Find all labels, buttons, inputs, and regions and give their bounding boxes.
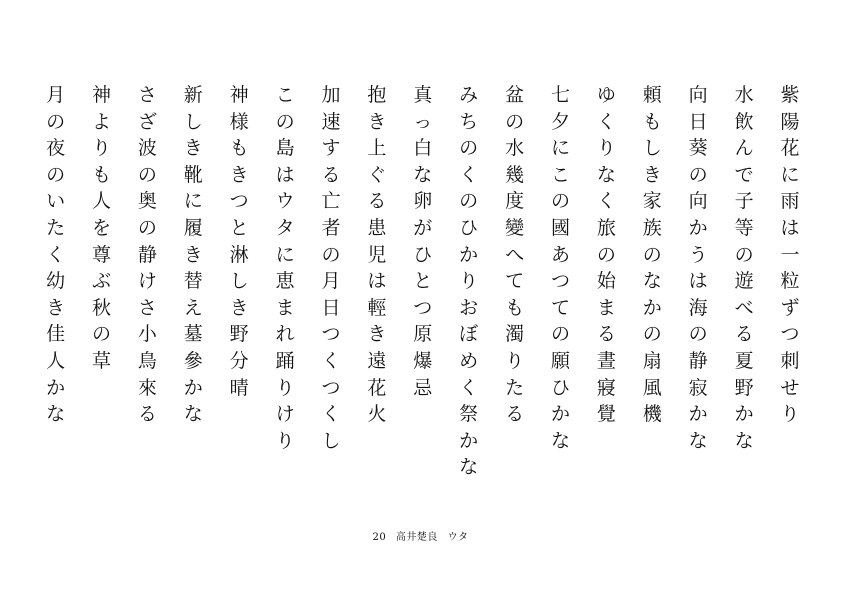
poem-character: る — [321, 163, 341, 186]
poem-character: 陽 — [780, 110, 800, 133]
poem-character: な — [734, 429, 754, 452]
poem-character: く — [596, 190, 616, 213]
poem-character: 履 — [183, 216, 203, 239]
poem-character: ひ — [459, 216, 479, 239]
poem-character: し — [229, 270, 249, 293]
poem-line — [776, 82, 804, 428]
poem-character: 等 — [734, 216, 754, 239]
poem-character: を — [91, 216, 111, 239]
poem-character: て — [550, 296, 570, 319]
poem-character: り — [459, 270, 479, 293]
poem-character: し — [183, 110, 203, 133]
poem-character: か — [459, 429, 479, 452]
poem-character: の — [46, 163, 66, 186]
poem-character: さ — [137, 84, 157, 106]
poem-character: 靴 — [183, 163, 203, 186]
poem-character: み — [459, 84, 479, 106]
poem-character: か — [46, 376, 66, 399]
poem-character: 子 — [734, 190, 754, 213]
poem-character: べ — [734, 296, 754, 319]
poem-character: き — [46, 296, 66, 319]
poem-character: す — [321, 137, 341, 160]
poem-character: 患 — [367, 216, 387, 239]
poem-character: 恵 — [275, 270, 295, 293]
poem-character: 淋 — [229, 243, 249, 266]
poem-character: な — [183, 403, 203, 426]
poem-character: 速 — [321, 110, 341, 133]
poem-character: の — [550, 323, 570, 346]
poem-character: る — [734, 323, 754, 346]
page-footer — [0, 528, 841, 543]
poem-character: 火 — [367, 403, 387, 426]
poem-character: 新 — [183, 84, 203, 106]
poem-character: こ — [550, 163, 570, 186]
poem-character: 飲 — [734, 110, 754, 133]
poem-character: 幾 — [505, 163, 525, 186]
poem-character: 児 — [367, 243, 387, 266]
poem-character: 度 — [505, 190, 525, 213]
poem-character: の — [642, 323, 662, 346]
poem-character: 願 — [550, 349, 570, 372]
poem-character: 始 — [596, 270, 616, 293]
poem-line — [638, 82, 666, 428]
poem-character: の — [596, 243, 616, 266]
poem-line — [225, 82, 253, 401]
poem-character: 來 — [137, 376, 157, 399]
poem-character: の — [275, 110, 295, 133]
poem-character: 風 — [642, 376, 662, 399]
poem-character: 向 — [688, 190, 708, 213]
poem-character: の — [734, 243, 754, 266]
poem-character: も — [91, 163, 111, 186]
poem-character: ひ — [550, 376, 570, 399]
poem-character: 日 — [688, 110, 708, 133]
poem-line — [730, 82, 758, 454]
poem-character: な — [596, 163, 616, 186]
poem-character: つ — [321, 376, 341, 399]
poem-character: ゆ — [596, 84, 616, 106]
poem-character: ひ — [413, 243, 433, 266]
poem-character: 國 — [550, 216, 570, 239]
poem-character: 奥 — [137, 190, 157, 213]
poem-character: い — [46, 190, 66, 213]
poem-line — [455, 82, 483, 481]
poem-character: め — [459, 349, 479, 372]
poem-line — [88, 82, 116, 375]
poem-character: か — [734, 403, 754, 426]
poem-character: つ — [550, 270, 570, 293]
poem-character: は — [367, 270, 387, 293]
poem-character: 上 — [367, 137, 387, 160]
poem-character: 紫 — [780, 84, 800, 106]
poem-character: 波 — [137, 137, 157, 160]
poem-character: 秋 — [91, 296, 111, 319]
poem-line — [133, 82, 161, 428]
poem-character: の — [321, 243, 341, 266]
poem-character: 覺 — [596, 403, 616, 426]
poem-character: り — [275, 376, 295, 399]
poem-character: 盆 — [505, 84, 525, 106]
poem-character: き — [229, 296, 249, 319]
poem-character: の — [688, 323, 708, 346]
poem-character: ち — [459, 110, 479, 133]
poem-character: ぐ — [367, 163, 387, 186]
poem-character: れ — [275, 323, 295, 346]
poem-character: ウ — [275, 190, 295, 213]
poem-character: し — [321, 429, 341, 452]
poem-character: 夏 — [734, 349, 754, 372]
poem-character: 墓 — [183, 323, 203, 346]
poem-character: が — [413, 216, 433, 239]
poem-character: 月 — [321, 270, 341, 293]
poem-character: つ — [413, 296, 433, 319]
poem-character: に — [550, 137, 570, 160]
poem-character: は — [688, 270, 708, 293]
poem-character: 抱 — [367, 84, 387, 106]
poem-character: こ — [275, 84, 295, 106]
poem-character: の — [642, 243, 662, 266]
poem-character: よ — [91, 110, 111, 133]
poem-character: お — [459, 296, 479, 319]
poem-line — [684, 82, 712, 454]
poem-character: っ — [413, 110, 433, 133]
poem-character: き — [183, 137, 203, 160]
poem-character: く — [459, 376, 479, 399]
poem-character: 水 — [505, 137, 525, 160]
poem-character: 佳 — [46, 323, 66, 346]
poem-character: ず — [780, 296, 800, 319]
poem-character: 家 — [642, 190, 662, 213]
poem-character: つ — [321, 323, 341, 346]
poem-character: せ — [780, 376, 800, 399]
poem-character: 亡 — [321, 190, 341, 213]
poem-character: り — [275, 429, 295, 452]
poem-line — [409, 82, 437, 401]
poem-character: 爆 — [413, 349, 433, 372]
poem-character: 晴 — [229, 376, 249, 399]
poem-character: き — [183, 243, 203, 266]
poem-character: き — [642, 163, 662, 186]
poem-character: 寢 — [596, 376, 616, 399]
poem-character: 月 — [46, 84, 66, 106]
poem-character: 神 — [91, 84, 111, 106]
poem-character: の — [91, 323, 111, 346]
poem-character: 卵 — [413, 190, 433, 213]
poem-character: 幼 — [46, 270, 66, 293]
poem-character: 旅 — [596, 216, 616, 239]
poem-character: ん — [734, 137, 754, 160]
poem-line — [363, 82, 391, 428]
poem-character: け — [137, 270, 157, 293]
poem-character: 分 — [229, 349, 249, 372]
poem-character: け — [275, 403, 295, 426]
poem-character: 替 — [183, 270, 203, 293]
poem-character: ざ — [137, 110, 157, 133]
poem-character: る — [137, 403, 157, 426]
page-number: 20 — [372, 532, 387, 543]
poem-character: あ — [550, 243, 570, 266]
poem-character: 粒 — [780, 270, 800, 293]
poem-character: 機 — [642, 403, 662, 426]
poem-character: る — [367, 190, 387, 213]
poem-character: 向 — [688, 84, 708, 106]
poem-character: な — [413, 163, 433, 186]
poem-character: 者 — [321, 216, 341, 239]
poem-character: か — [688, 403, 708, 426]
poem-character: り — [596, 137, 616, 160]
poem-line — [42, 82, 70, 428]
poem-character: の — [137, 216, 157, 239]
poem-character: へ — [505, 243, 525, 266]
poem-character: か — [550, 403, 570, 426]
poem-line — [501, 82, 529, 428]
poem-character: な — [642, 270, 662, 293]
poem-character: 輕 — [367, 296, 387, 319]
poem-character: 人 — [46, 349, 66, 372]
poem-character: か — [183, 376, 203, 399]
poem-character: ぶ — [91, 270, 111, 293]
poem-character: 静 — [688, 349, 708, 372]
poem-character: く — [596, 110, 616, 133]
poem-character: る — [505, 403, 525, 426]
poem-character: 變 — [505, 216, 525, 239]
poem-character: 白 — [413, 137, 433, 160]
poem-character: 小 — [137, 323, 157, 346]
poem-character: 忌 — [413, 376, 433, 399]
poem-character: り — [91, 137, 111, 160]
poem-character: も — [505, 296, 525, 319]
poem-character: 夜 — [46, 137, 66, 160]
poem-character: 踊 — [275, 349, 295, 372]
poem-character: く — [321, 403, 341, 426]
poem-character: 花 — [367, 376, 387, 399]
poem-character: 静 — [137, 243, 157, 266]
poem-character: の — [459, 137, 479, 160]
poem-character: 真 — [413, 84, 433, 106]
poem-character: ま — [596, 296, 616, 319]
poem-character: 雨 — [780, 190, 800, 213]
poem-character: ま — [275, 296, 295, 319]
poem-character: た — [46, 216, 66, 239]
poem-character: し — [642, 137, 662, 160]
poem-character: く — [321, 349, 341, 372]
poem-character: さ — [137, 296, 157, 319]
poem-character: る — [596, 323, 616, 346]
poem-character: の — [46, 110, 66, 133]
poem-character: も — [642, 110, 662, 133]
poem-character: 野 — [229, 323, 249, 346]
poem-character: り — [780, 403, 800, 426]
poem-character: の — [459, 190, 479, 213]
poem-character: な — [550, 429, 570, 452]
poem-character: 參 — [183, 349, 203, 372]
poem-character: 様 — [229, 110, 249, 133]
poem-character: 扇 — [642, 349, 662, 372]
poem-character: え — [183, 296, 203, 319]
poem-character: 鳥 — [137, 349, 157, 372]
poem-character: ぼ — [459, 323, 479, 346]
poem-character: の — [505, 110, 525, 133]
poem-character: で — [734, 163, 754, 186]
poem-character: 草 — [91, 349, 111, 372]
collection-title: ウタ — [447, 532, 469, 543]
poem-character: 夕 — [550, 110, 570, 133]
poem-character: き — [367, 110, 387, 133]
poem-character: タ — [275, 216, 295, 239]
poem-character: な — [46, 403, 66, 426]
poem-character: き — [229, 163, 249, 186]
poem-character: つ — [229, 190, 249, 213]
poem-line — [317, 82, 345, 454]
poem-character: 頼 — [642, 84, 662, 106]
poem-character: 葵 — [688, 137, 708, 160]
poem-character: 野 — [734, 376, 754, 399]
poem-character: な — [688, 429, 708, 452]
poem-character: 刺 — [780, 349, 800, 372]
poem-character: 寂 — [688, 376, 708, 399]
poem-character: の — [550, 190, 570, 213]
poem-character: 水 — [734, 84, 754, 106]
poem-character: 加 — [321, 84, 341, 106]
poem-character: 濁 — [505, 323, 525, 346]
poem-character: に — [183, 190, 203, 213]
poem-character: と — [413, 270, 433, 293]
poem-character: 遠 — [367, 349, 387, 372]
poem-character: 島 — [275, 137, 295, 160]
poem-line — [179, 82, 207, 428]
poem-character: く — [459, 163, 479, 186]
poem-character: な — [459, 456, 479, 479]
poem-character: の — [688, 163, 708, 186]
poem-character: 海 — [688, 296, 708, 319]
poem-character: き — [367, 323, 387, 346]
poem-line — [547, 82, 575, 454]
poem-character: て — [505, 270, 525, 293]
poem-character: か — [642, 296, 662, 319]
poem-character: 晝 — [596, 349, 616, 372]
poem-character: 七 — [550, 84, 570, 106]
poem-line — [592, 82, 620, 428]
poem-character: に — [275, 243, 295, 266]
poem-line — [271, 82, 299, 454]
poem-character: つ — [780, 323, 800, 346]
poem-character: 原 — [413, 323, 433, 346]
poem-character: と — [229, 216, 249, 239]
poem-character: う — [688, 243, 708, 266]
poem-character: 族 — [642, 216, 662, 239]
poem-character: 人 — [91, 190, 111, 213]
poem-character: 遊 — [734, 270, 754, 293]
poem-character: り — [505, 349, 525, 372]
poem-character: の — [137, 163, 157, 186]
poem-character: は — [275, 163, 295, 186]
poem-character: は — [780, 216, 800, 239]
poem-character: 一 — [780, 243, 800, 266]
poem-character: も — [229, 137, 249, 160]
poem-character: か — [688, 216, 708, 239]
poem-character: に — [780, 163, 800, 186]
poem-character: 祭 — [459, 403, 479, 426]
poem-character: 日 — [321, 296, 341, 319]
poem-character: 花 — [780, 137, 800, 160]
poem-character: か — [459, 243, 479, 266]
poem-character: 尊 — [91, 243, 111, 266]
poem-character: 神 — [229, 84, 249, 106]
author-name: 高井楚良 — [395, 532, 438, 543]
poem-character: く — [46, 243, 66, 266]
poem-character: た — [505, 376, 525, 399]
